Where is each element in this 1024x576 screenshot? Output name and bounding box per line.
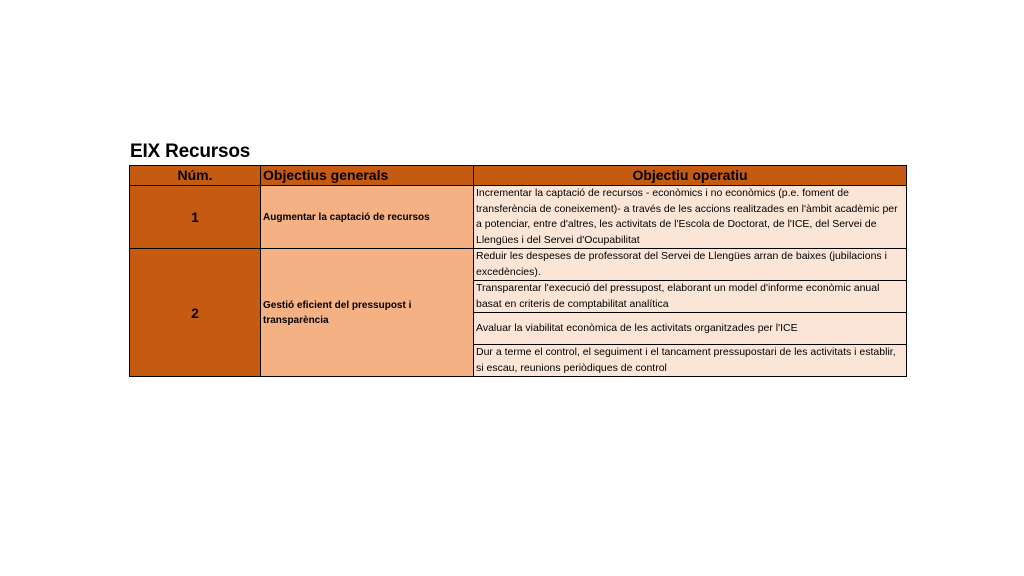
operational-objective: Reduir les despeses de professorat del Servei de Llengües arran de baixes (jubilacions i excedències). <box>474 249 907 281</box>
operational-objective: Incrementar la captació de recursos - econòmics i no econòmics (p.e. foment de transferència de coneixement)- a través de les accions realitzades en l'àmbit acadèmic per a potenciar, entre d'altres, les activitats de l'Escola de Doctorat, de l'ICE, del Servei de Llengües i del Servei d'Ocupabilitat <box>474 186 907 249</box>
general-objective: Augmentar la captació de recursos <box>261 186 474 249</box>
objectives-table <box>129 165 907 377</box>
operational-objective: Transparentar l'execució del pressupost, elaborant un model d'informe econòmic anual basat en criteris de comptabilitat analítica <box>474 281 907 313</box>
header-num: Núm. <box>130 166 261 186</box>
general-objective: Gestió eficient del pressupost i transparència <box>261 249 474 377</box>
operational-objective: Avaluar la viabilitat econòmica de les activitats organitzades per l'ICE <box>474 313 907 345</box>
section-title: EIX Recursos <box>130 141 251 162</box>
operational-objective: Dur a terme el control, el seguiment i el tancament pressupostari de les activitats i establir, si escau, reunions periòdiques de control <box>474 345 907 377</box>
table-row <box>130 186 907 249</box>
row-number: 1 <box>130 186 261 249</box>
table-row <box>130 249 907 281</box>
header-general-objectives: Objectius generals <box>261 166 474 186</box>
row-number: 2 <box>130 249 261 377</box>
header-operational-objective: Objectiu operatiu <box>474 166 907 186</box>
table-header-row <box>130 166 907 186</box>
